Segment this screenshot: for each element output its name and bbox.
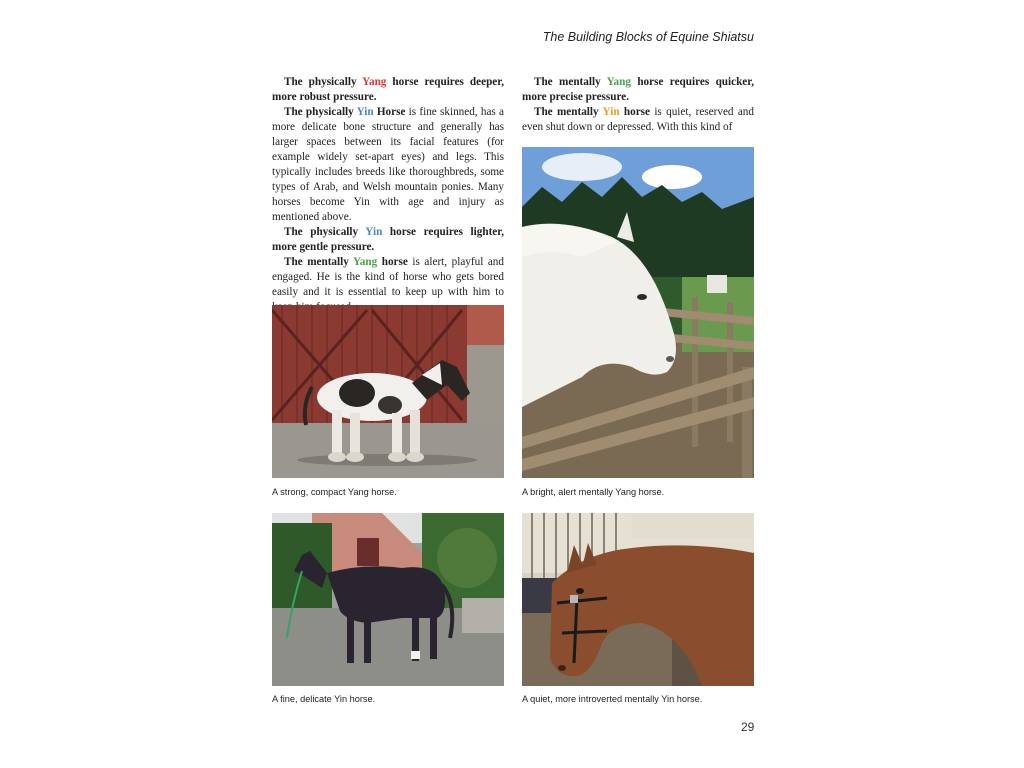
caption-delicate-yin-horse: A fine, delicate Yin horse. xyxy=(272,694,376,704)
paragraph-physically-yang xyxy=(272,75,504,105)
text-run: The mentally xyxy=(534,76,607,88)
photo-delicate-yin-horse xyxy=(272,513,504,686)
text-run: The physically xyxy=(284,106,357,118)
text-run: Horse xyxy=(373,106,406,118)
text-run: horse xyxy=(377,256,408,268)
text-run: The physically xyxy=(284,76,363,88)
keyword-yin: Yin xyxy=(365,226,383,238)
caption-compact-yang-horse: A strong, compact Yang horse. xyxy=(272,487,397,497)
text-run: The physically xyxy=(284,226,366,238)
right-text-column xyxy=(522,75,754,135)
keyword-yang: Yang xyxy=(606,76,631,88)
text-run: horse requires lighter, more gentle pressure. xyxy=(272,226,504,253)
text-run: is fine skinned, has a more delicate bone structure and generally has larger spaces between its facial features (for example widely set-apart eyes) and legs. This typically includes breeds like thoroughbreds, some types of Arab, and Welsh mountain ponies. Many horses become Yin with age and injury as mentioned above. xyxy=(272,106,504,223)
paragraph-physically-yin xyxy=(272,105,504,225)
keyword-yin: Yin xyxy=(356,106,374,118)
text-run: is quiet, reserved and even shut down or depressed. With this kind of xyxy=(522,106,754,133)
running-header: The Building Blocks of Equine Shiatsu xyxy=(542,30,754,44)
text-run: The mentally xyxy=(284,256,353,268)
text-run: horse requires quicker, more precise pressure. xyxy=(522,76,755,103)
page-number: 29 xyxy=(741,720,755,734)
paragraph-mentally-yin xyxy=(522,105,754,135)
keyword-yang: Yang xyxy=(352,256,378,268)
photo-compact-yang-horse xyxy=(272,305,504,478)
photo-introverted-yin-horse xyxy=(522,513,754,686)
keyword-yin: Yin xyxy=(602,106,620,118)
paragraph-physically-yin-pressure xyxy=(272,225,504,255)
text-run: The mentally xyxy=(534,106,603,118)
text-run: horse requires deeper, more robust pressure. xyxy=(272,76,504,103)
photo-alert-yang-horse xyxy=(522,147,754,478)
paragraph-mentally-yang-pressure xyxy=(522,75,754,105)
keyword-yang: Yang xyxy=(362,76,387,88)
caption-alert-yang-horse: A bright, alert mentally Yang horse. xyxy=(522,487,665,497)
left-text-column xyxy=(272,75,504,315)
text-run: is alert, playful and engaged. He is the kind of horse who gets bored easily and it is essential to keep up with him to xyxy=(272,256,504,298)
caption-introverted-yin-horse: A quiet, more introverted mentally Yin horse. xyxy=(522,694,703,704)
text-run: horse xyxy=(619,106,650,118)
